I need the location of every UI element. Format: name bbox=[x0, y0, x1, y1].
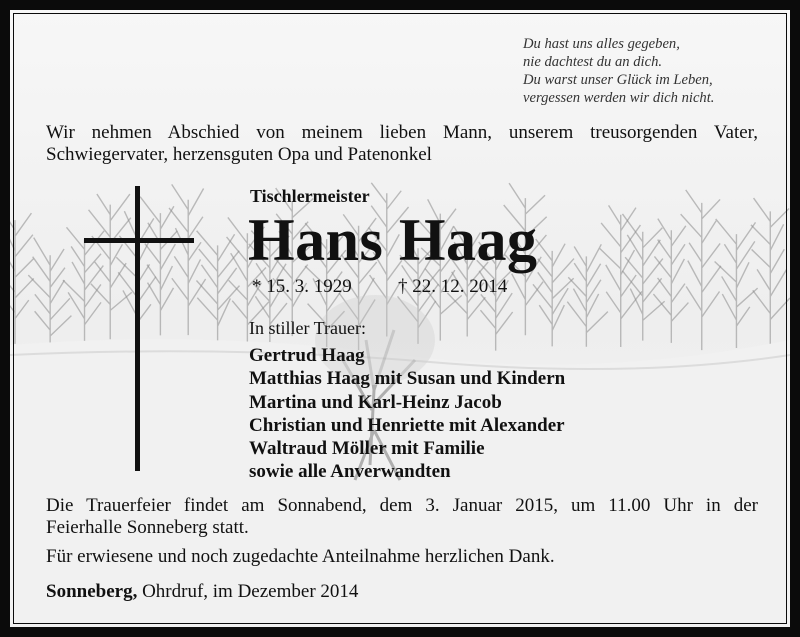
poem-line: Du warst unser Glück im Leben, bbox=[523, 72, 713, 88]
mourning-label: In stiller Trauer: bbox=[249, 318, 366, 338]
death-date: † 22. 12. 2014 bbox=[398, 276, 508, 297]
mourners-list bbox=[249, 344, 565, 484]
mourner-name: Martina und Karl-Heinz Jacob bbox=[249, 391, 502, 413]
thanks-text: Für erwiesene und noch zugedachte Anteilnahme herzlichen Dank. bbox=[46, 546, 555, 567]
mourner-name: Matthias Haag mit Susan und Kindern bbox=[249, 368, 566, 390]
place-bold: Sonneberg, bbox=[46, 581, 138, 602]
mourner-name: Gertrud Haag bbox=[249, 345, 365, 366]
poem-line: Du hast uns alles gegeben, bbox=[523, 36, 680, 52]
intro-line-2: Schwiegervater, herzensguten Opa und Patenonkel bbox=[46, 144, 432, 165]
place-rest: Ohrdruf, im Dezember 2014 bbox=[137, 581, 359, 602]
cross-icon bbox=[135, 186, 140, 471]
funeral-line-2: Feierhalle Sonneberg statt. bbox=[46, 517, 249, 538]
deceased-name: Hans Haag bbox=[248, 207, 538, 273]
poem-line: nie dachtest du an dich. bbox=[523, 54, 663, 70]
birth-date: * 15. 3. 1929 bbox=[252, 276, 352, 297]
cross-bar bbox=[84, 238, 194, 243]
mourner-name: Waltraud Möller mit Familie bbox=[249, 438, 485, 460]
place-and-date bbox=[46, 581, 358, 603]
deceased-title: Tischlermeister bbox=[250, 186, 370, 206]
funeral-notice bbox=[46, 495, 758, 539]
poem-verse bbox=[523, 35, 714, 107]
funeral-line-1: Die Trauerfeier findet am Sonnabend, dem 3. Januar 2015, um 11.00 Uhr in der bbox=[46, 495, 758, 516]
mourner-name: Christian und Henriette mit Alexander bbox=[249, 414, 565, 436]
poem-line: vergessen werden wir dich nicht. bbox=[523, 90, 715, 106]
intro-line-1: Wir nehmen Abschied von meinem lieben Mann, unserem treusorgenden Vater, bbox=[46, 122, 758, 143]
mourner-name: sowie alle Anverwandten bbox=[249, 461, 451, 483]
farewell-intro bbox=[46, 122, 758, 166]
